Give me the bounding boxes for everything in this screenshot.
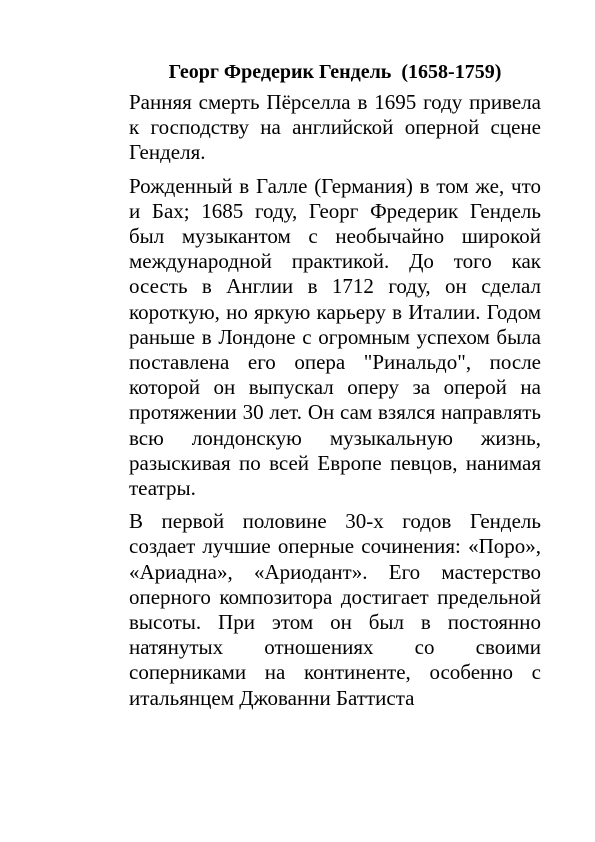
page-title: Георг Фредерик Гендель (1658-1759) [168,61,502,83]
paragraph-3: В первой половине 30-х годов Гендель создает лучшие оперные сочинения: «Поро», «Ариадна», «Ариодант». Его мастерство оперного композитора достигает предельной высоты. При этом он был в постоянно натянутых отношениях со своими соперниками на континенте, особенно с итальянцем Джованни Баттиста [129,509,541,710]
paragraph-1: Ранняя смерть Пёрселла в 1695 году привела к господству на английской оперной сцене Генделя. [129,90,541,165]
paragraph-2: Рожденный в Галле (Германия) в том же, что и Бах; 1685 году, Георг Фредерик Гендель был музыкантом с необычайно широкой международной практикой. До того как осесть в Англии в 1712 году, он сделал короткую, но яркую карьеру в Италии. Годом раньше в Лондоне с огромным успехом была поставлена его опера "Ринальдо", после которой он выпускал оперу за оперой на протяжении 30 лет. Он сам взялся направлять всю лондонскую музыкальную жизнь, разыскивая по всей Европе певцов, нанимая театры. [129,173,541,501]
document-page [129,60,541,719]
